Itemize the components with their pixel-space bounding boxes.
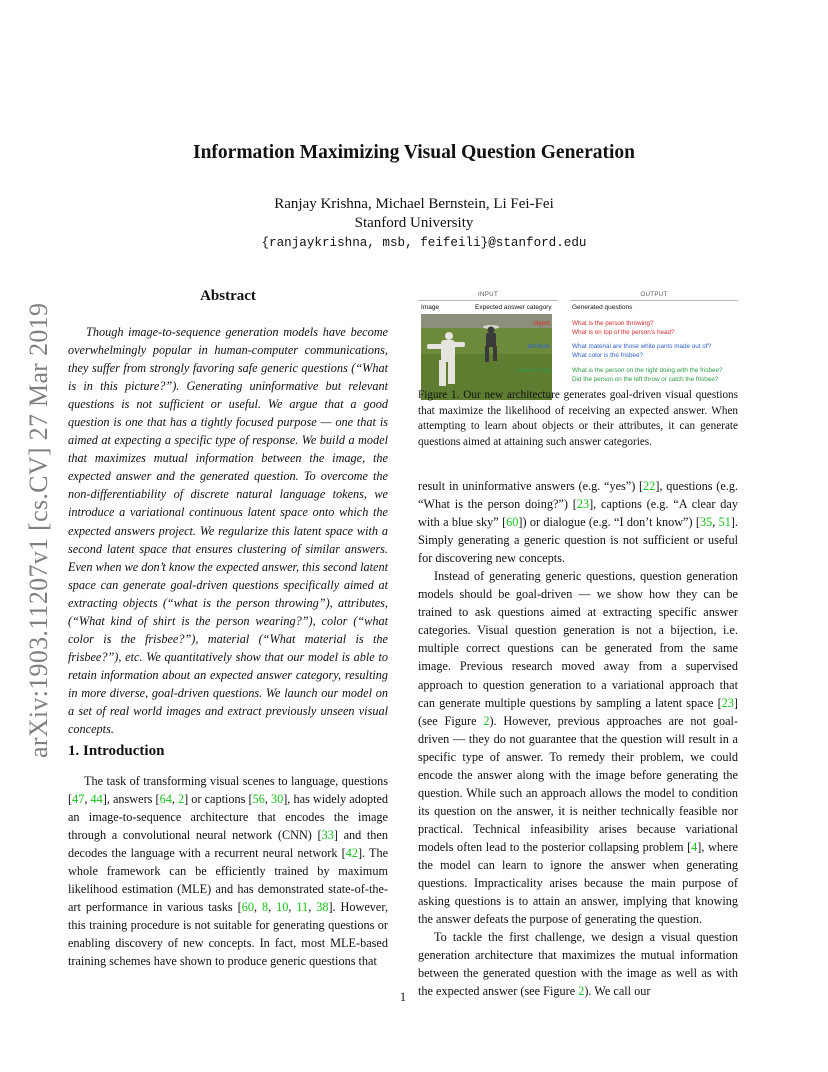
text-run: ,: [264, 792, 271, 807]
section-heading-introduction: 1. Introduction: [68, 743, 165, 759]
category-attribute: attribute: [527, 343, 550, 350]
text-run: ). We call our: [584, 984, 651, 999]
questions-attribute: [572, 343, 711, 360]
citation-link[interactable]: 22: [643, 479, 656, 493]
question-relationship-2: Did the person on the left throw or catch the frisbee?: [572, 375, 719, 383]
citation-link[interactable]: 8: [261, 900, 269, 915]
question-attribute-1: What material are those white pants made out of?: [572, 343, 711, 350]
right-column-text: [418, 477, 738, 1000]
question-relationship-1: What is the person on the right doing with the frisbee?: [572, 367, 723, 374]
abstract-heading: Abstract: [200, 288, 256, 304]
citation-link[interactable]: 47: [72, 792, 85, 807]
citation-link[interactable]: 56: [252, 792, 265, 807]
text-run: ]. However, this training procedure is not suitable for generating questions or enabling discovery of new concepts. In fact, most MLE-based training schemes have shown to produce generic questions that: [68, 900, 389, 969]
text-run: ] or captions [: [184, 792, 253, 807]
citation-link[interactable]: 10: [276, 900, 289, 915]
citation-link[interactable]: 2: [178, 792, 185, 807]
question-object-1: What is the person throwing?: [572, 320, 654, 327]
body-paragraph: [418, 567, 738, 928]
citation-link[interactable]: 35: [699, 515, 713, 530]
text-run: ], questions (e.g. “What is the person doing?”) [: [418, 479, 739, 512]
text-run: ] (see Figure: [418, 695, 738, 728]
citation-link[interactable]: 64: [159, 792, 172, 807]
author-emails: {ranjaykrishna, msb, feifeili}@stanford.edu: [261, 236, 587, 250]
citation-link[interactable]: 2: [483, 713, 490, 728]
figure-1-caption: Figure 1. Our new architecture generates goal-driven visual questions that maximize the likelihood of receiving an expected answer. When attempting to learn about objects or their attributes, it can generate questions aimed at attaining such answer categories.: [418, 389, 738, 448]
citation-link[interactable]: 11: [296, 900, 309, 915]
citation-link[interactable]: 33: [321, 828, 334, 843]
text-run: ,: [308, 900, 317, 915]
figure-col-category: Expected answer category: [475, 304, 552, 311]
text-run: ], has widely adopted an image-to-sequence architecture that encodes the image through a convolutional neural network (CNN) [: [68, 792, 389, 843]
text-run: Instead of generating generic questions, question generation models should be goal-driven — we show how they can be trained to ask questions aimed at extracting specific answer categories. Visual question generation is not a bijection, i.e. multiple correct questions can be generated from the same image. Previous research moved away from a supervised approach to question generation to a variational approach that can generate multiple questions by sampling a latent space [: [418, 569, 738, 710]
questions-relationship: [572, 367, 723, 384]
citation-link[interactable]: 23: [576, 497, 590, 512]
citation-link[interactable]: 51: [718, 515, 731, 530]
text-run: ], where the model can learn to ignore the answer when generating questions. Impracticality arises because the main purpose of asking questions is to attain an answer, implying that knowing the answer defeats the purpose of generating the question.: [418, 839, 738, 927]
citation-link[interactable]: 23: [721, 695, 734, 710]
arxiv-stamp: [22, 280, 53, 760]
figure-output-label: OUTPUT: [640, 291, 668, 298]
text-run: ,: [84, 792, 91, 807]
arxiv-stamp-text: arXiv:1903.11207v1 [cs.CV] 27 Mar 2019: [24, 302, 53, 758]
citation-link[interactable]: 38: [316, 900, 329, 915]
author-list: Ranjay Krishna, Michael Bernstein, Li Fei-Fei: [274, 196, 554, 212]
text-run: ], captions (e.g. “A clear day with a blue sky” [: [418, 497, 738, 530]
intro-p1: [68, 774, 388, 968]
category-relationship: relationship: [517, 367, 550, 374]
figure-1: [418, 288, 738, 388]
text-run: ,: [712, 515, 719, 530]
paper-title: Information Maximizing Visual Question Generation: [192, 142, 635, 163]
text-run: ,: [171, 792, 178, 807]
text-run: The task of transforming visual scenes to language, questions [: [68, 774, 388, 807]
text-run: ], answers [: [102, 792, 160, 807]
text-run: ). However, previous approaches are not goal-driven — they do not guarantee that the question will result in a specific type of answer. To remedy their problem, we could encode the answer along with the image before generating the question. While such an approach allows the model to condition its question on the answer, it is neither technically feasible nor practical. Technical infeasibility arises because variational models often lead to the posterior collapsing problem [: [418, 713, 738, 854]
question-object-2: What is on top of the person’s head?: [572, 328, 675, 336]
citation-link[interactable]: 42: [345, 846, 358, 861]
citation-link[interactable]: 2: [578, 984, 585, 999]
body-paragraph: [418, 477, 738, 567]
abstract-text: Though image-to-sequence generation models have become overwhelmingly popular in human-computer communications, they suffer from strongly favoring safe generic questions (“What is in this picture?”). Generating uninformative but relevant questions is not sufficient or useful. We argue that a good question is one that has a tightly focused purpose — one that is aimed at expecting a specific type of response. We build a model that maximizes mutual information between the image, the expected answer and the generated question. To overcome the non-differentiability of discrete natural language tokens, we introduce a variational continuous latent space onto which the expected answers project. We regularize this latent space with a second latent space that ensures clustering of similar answers. Even when we don’t know the expected answer, this second latent space can generate goal-driven questions specifically aimed at extracting objects (“what is the person throwing”), attributes, (“What kind of shirt is the person wearing?”), color (“what color is the frisbee?”), material (“What material is the frisbee?”), etc. We quantitatively show that our model is able to retain information about an expected answer category, resulting in more diverse, goal-driven questions. We launch our model on a set of real world images and extract previously unseen visual concepts.: [68, 325, 388, 737]
figure-col-image: Image: [421, 304, 440, 311]
citation-link[interactable]: 60: [241, 900, 254, 915]
text-run: To tackle the first challenge, we design a visual question generation architecture that maximizes the mutual information between the generated question with the image as well as with the expected answer (see Figure: [418, 930, 738, 999]
citation-link[interactable]: 44: [90, 792, 103, 807]
text-run: ,: [288, 900, 297, 915]
intro-paragraph: [68, 772, 388, 971]
citation-link[interactable]: 30: [270, 792, 284, 807]
question-attribute-2: What color is the frisbee?: [572, 351, 644, 359]
figure-col-generated: Generated questions: [572, 304, 633, 311]
page-number: 1: [399, 990, 407, 1004]
citation-link[interactable]: 60: [506, 515, 519, 530]
affiliation: Stanford University: [354, 215, 474, 231]
text-run: ,: [253, 900, 262, 915]
citation-link[interactable]: 4: [691, 839, 698, 854]
text-run: ] and then decodes the language with a recurrent neural network [: [68, 828, 388, 861]
questions-object: [572, 320, 674, 337]
category-object: object: [533, 320, 550, 327]
figure-input-rule: [418, 300, 558, 301]
text-run: ]) or dialogue (e.g. “I don’t know”) [: [518, 515, 700, 530]
figure-input-label: INPUT: [477, 291, 499, 298]
figure-output-rule: [570, 300, 738, 301]
text-run: ]. Simply generating a generic question is not sufficient or useful for discovering new concepts.: [418, 515, 739, 566]
text-run: ]. The whole framework can be efficiently trained by maximum likelihood estimation (MLE) and has demonstrated state-of-the-art performance in various tasks [: [68, 846, 389, 915]
text-run: result in uninformative answers (e.g. “yes”) [: [418, 479, 644, 493]
text-run: ,: [268, 900, 277, 915]
